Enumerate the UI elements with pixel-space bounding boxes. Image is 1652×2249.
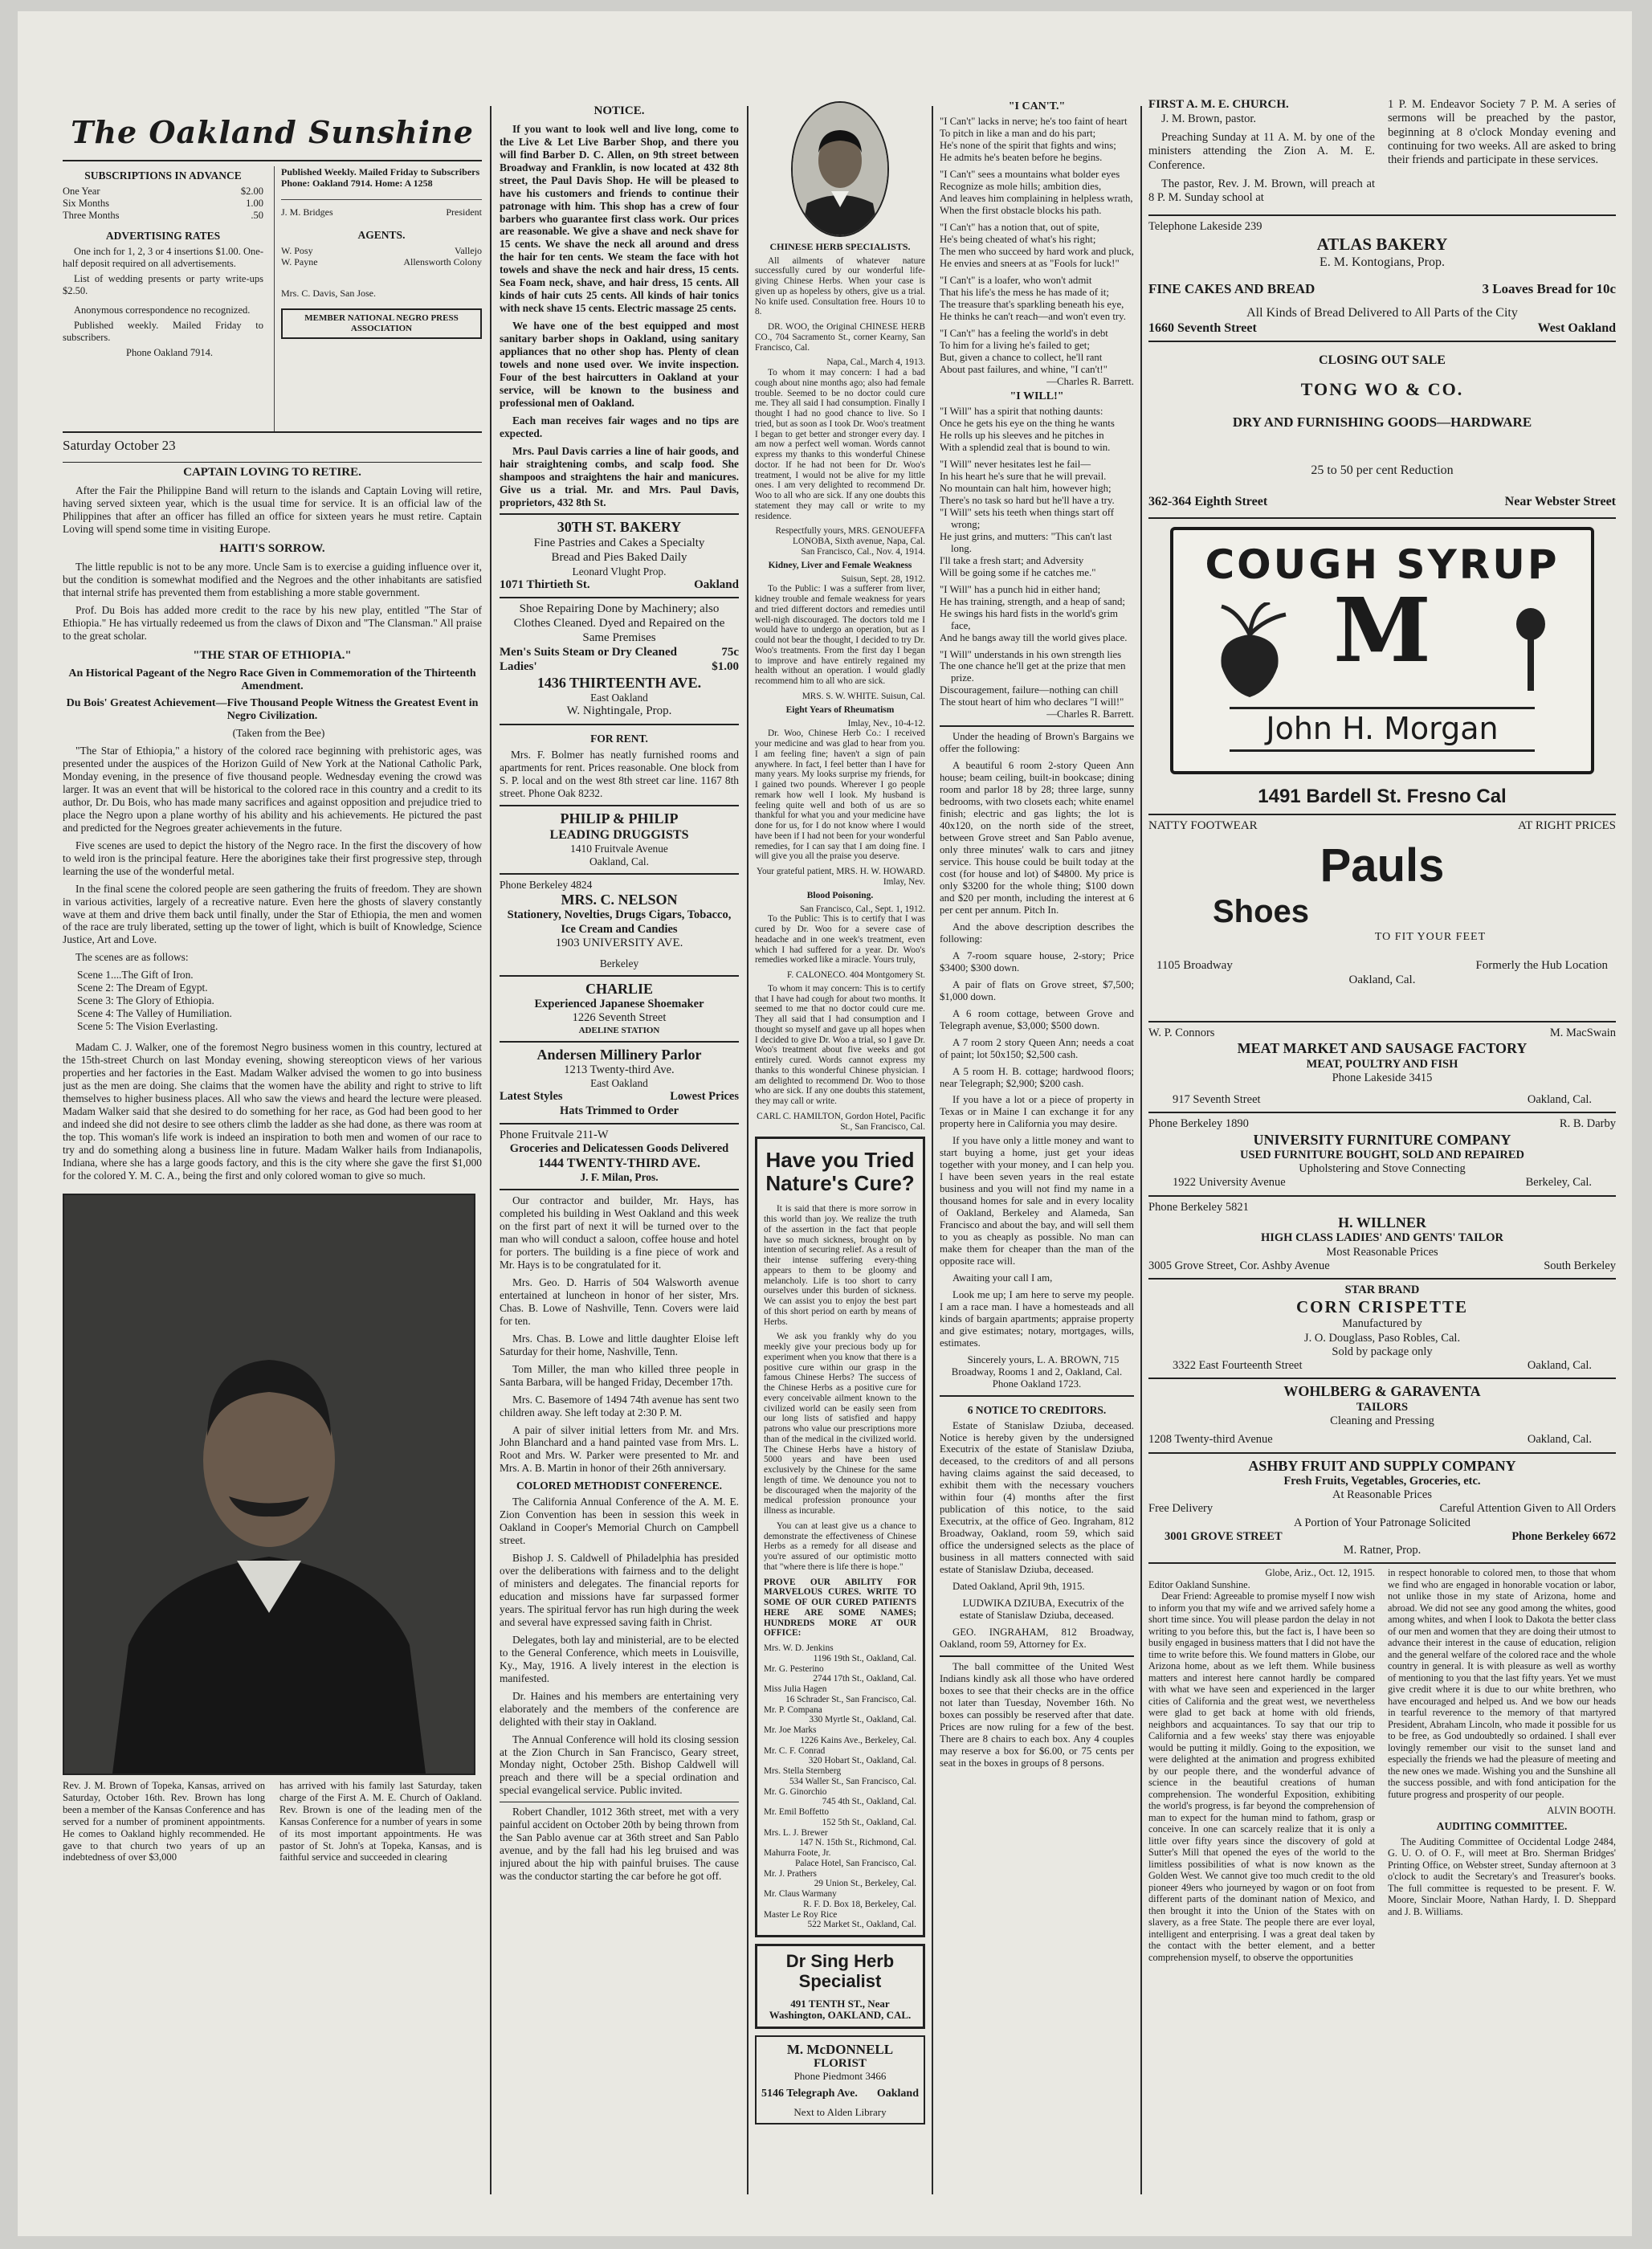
column-3: CHINESE HERB SPECIALISTS. All ailments of whatever nature successfully cured by our wonderful life-giving Chinese Herbs. When your case is given up as hopeless by others, give us a trial. No knife used. Consultation free. Hours 10 to 8. DR. WOO, the Original CHINESE HERB CO., 704 Sacramento St., corner Kearny, San Francisco, Cal. Napa, Cal., March 4, 1913. To whom it may concern: I had a bad cough about nine months ago; also had female trouble. Seemed to be no doctor could cure me. They all said I had consumption. Finally I thought I had no good chance to live. So I tried, but as soon as I took Dr. Woo's treatment I began to get better and stronger every day. I am now a perfect well woman. Words cannot express my thanks to this wonderful Chinese doctor. If he had not been for Dr. Woo's treatment, I would not be alive for my little ones. I am very delighted to recommend Dr. Woo to all who are sick. If any one doubts this statement they may call or write to my residence. Respectfully yours, MRS. GENOUEFFA LONOBA, Sixth avenue, Napa, Cal. San Francisco, Cal., Nov. 4, 1914. Kidney, Liver and Female Weakness Suisun, Sept. 28, 1912. To the Public: I was a sufferer from liver, kidney trouble and female weakness for years and tried different doctors and remedies until well-nigh discouraged. The doctors told me I would have to undergo an operation, but as I could not bear the thought, I decided to try Dr. Woo's treatments. From the first day I began to improve and have entirely regained my health without an operation. I would gladly recommend him to all who are sick. MRS. S. W. WHITE. Suisun, Cal. Eight Years of Rheumatism Imlay, Nev., 10-4-12. Dr. Woo, Chinese Herb Co.: I received your medicine and was glad to hear from you. I am feeling fine; haven't a sign of pain anywhere. In fact, I feel better than I have for many years. My looks surprise my friends, for I gained two pounds. Wherever I go people remark how well I look. My husband is feeling quite well and both of us are so thankful for what you and your medicine have done for us, for I do not know where I would have been if I had not been for your wonderful remedies, for I can say that I am doing fine. I will give you all the praise you deserve. Your grateful patient, MRS. H. W. HOWARD. Imlay, Nev. Blood Poisoning. San Francisco, Cal., Sept. 1, 1912. To the Public: This is to certify that I was cured by Dr. Woo for a severe case of headache and in one week's treatment, even which I had suffered for a year. Dr. Woo's remedies worked like a miracle. Yours truly, F. CALONECO. 404 Montgomery St. To whom it may concern: This is to certify that I have had cough for about two months. It seemed to me that no doctor could cure me. They all said that I had consumption and I thought so myself and gave up all hopes when I decided to give Dr. Woo a trial, so I gave Dr. Woo's treatment about five weeks and got entirely cured. Words cannot express my thanks to this wonderful Chinese physician. I am delighted to recommend Dr. Woo to those who are sick. If any one doubts this statement, they may call or write. CARL C. HAMILTON, Gordon Hotel, Pacific St., San Francisco, Cal. Have you Tried Nature's Cure? It is said that there is more sorrow in this world than joy. We realize the truth of the assertion in the fact that people have so much sickness, brought on by intention of securing relief. As a result of their intense suffering every-thing appears to them to be gloomy and melancholy. Life is too short to carry ourselves under this burden of sickness. We can assist you to enjoy the best part of this short period on earth by means of Herbs. We ask you frankly why do you meekly give your precious body up for experiment when you know that there is a positive cure within our grasp in the famous Chinese Herbs? The success of the Chinese Herbs as a positive cure for every conceivable ailment known to the civilized world can be easily seen from our long lists of satisfied and happy patrons who value our prescriptions more than of the medical in the civilized world. The Chinese Herbs have a history of 5000 years and have been used exclusively by the Chinese for the same length of time. We denounce you not to be discouraged when the majority of the medical profession pronounce your illness as incurable. You can at least give us a chance to demonstrate the effectiveness of Chinese Herbs as a remedy for all disease and you're assured of our optimistic motto that "where there is life there is hope." PROVE OUR ABILITY FOR MARVELOUS CURES. WRITE TO SOME OF OUR CURED PATIENTS HERE ARE SOME NAMES; HUNDREDS MORE AT OUR OFFICE: Mrs. W. D. Jenkins 1196 19th St., Oakland, Cal. Mr. G. Pesterino 2744 17th St., Oakland, Cal. Miss Julia Hagen 16 Schrader St., San Francisco, Cal. Mr. P. Compana 330 Myrtle St., Oakland, Cal. Mr. Joe Marks 1226 Kains Ave., Berkeley, Cal. Mr. C. F. Conrad 320 Hobart St., Oakland, Cal. Mrs. Stella Sternberg 534 Waller St., San Francisco, Cal. Mr. G. Ginorchio 745 4th St., Oakland, Cal. Mr. Emil Boffetto 152 5th St., Oakland, Cal. Mrs. L. J. Brewer 147 N. 15th St., Richmond, Cal. Mahurra Foote, Jr. Palace Hotel, San Francisco, Cal. Mr. J. Prathers 29 Union St., Berkeley, Cal. Mr. Claus Warmany R. F. D. Box 18, Berkeley, Cal. Master Le Roy Rice 522 Market St., Oakland, Cal. Dr Sing Herb Specialist 491 TENTH ST., Near Washington, OAKLAND, CAL. M. McDONNELL FLORIST Phone Piedmont 3466 5146 Telegraph Ave. Oakland Next to Alden Library <box>755 98 925 2227</box>
tailor-ad: Phone Berkeley 5821 H. WILLNER HIGH CLASS LADIES' AND GENTS' TAILOR Most Reasonable Prices 3005 Grove Street, Cor. Ashby Avenue South Berkeley <box>1148 1195 1616 1273</box>
portrait-photo-image <box>64 1195 474 1773</box>
poem-line: He just grins, and mutters: "This can't last long. <box>940 530 1112 554</box>
church-notice: FIRST A. M. E. CHURCH. J. M. Brown, pastor. Preaching Sunday at 11 A. M. by one of the ministers attending the Zion A. M. E. Conference. The pastor, Rev. J. M. Brown, will preach at 8 P. M. Sunday school at 1 P. M. Endeavor Society 7 P. M. A series of sermons will be preached by the pastor, beginning at 8 o'clock Monday evening and continuing for two weeks. All are asked to bring their friends and participate in these services. <box>1148 98 1616 205</box>
subscription-row: Three Months .50 <box>63 210 263 222</box>
article-text: Prof. Du Bois has added more credit to the race by his new play, entitled "The Star of Ethiopia." He has virtually redeemed us from the claws of Dixon and "The Clansman." All praise to the great scholar. <box>63 603 482 642</box>
poem-line: "I Can't" is a loafer, who won't admit <box>940 275 1092 286</box>
publisher-box <box>274 166 482 431</box>
patient-entry: Miss Julia Hagen 16 Schrader St., San Francisco, Cal. <box>764 1684 916 1704</box>
column-rule <box>1140 106 1142 2194</box>
article-text: After the Fair the Philippine Band will return to the islands and Captain Loving will retire, having served sixteen year, which is the usual time for service. It is an official law of the Philippines that after an officer has filled an office for sixteen years he must retire. Captain Loving will spend some time in visiting Europe. <box>63 484 482 536</box>
poem-line: He rolls up his sleeves and he pitches in <box>940 430 1104 442</box>
patient-entry: Mrs. Stella Sternberg 534 Waller St., San Francisco, Cal. <box>764 1766 916 1786</box>
patient-entry: Master Le Roy Rice 522 Market St., Oakland, Cal. <box>764 1909 916 1930</box>
poem-line: Will be going some if he catches me." <box>940 566 1096 578</box>
nelson-ad: Phone Berkeley 4824 MRS. C. NELSON Stationery, Novelties, Drugs Cigars, Tobacco, Ice Cream and Candies 1903 UNIVERSITY AVE. Berkeley <box>500 873 739 970</box>
scene-item: Scene 1....The Gift of Iron. <box>77 969 194 982</box>
subscription-row: Six Months 1.00 <box>63 198 263 210</box>
masthead-title: The Oakland Sunshine <box>71 114 474 150</box>
poem-line: "I Can't" has a notion that, out of spite, <box>940 222 1099 234</box>
poem-line: Recognize as mole hills; ambition dies, <box>940 181 1102 193</box>
patient-entry: Mr. G. Pesterino 2744 17th St., Oakland, Cal. <box>764 1663 916 1684</box>
source-note: (Taken from the Bee) <box>232 727 325 740</box>
article-text: DR. WOO, the Original CHINESE HERB CO., 704 Sacramento St., corner Kearny, San Francisco, Cal. <box>755 322 925 353</box>
pub-phones: Phone: Oakland 7914. Home: A 1258 <box>281 178 433 190</box>
creditors-notice: 6 NOTICE TO CREDITORS. Estate of Stanislaw Dziuba, deceased. Notice is hereby given by the undersigned Executrix of the estate of Stanislaw Dziuba, deceased, to the creditors of and all persons having claims against the said deceased, to exhibit them with the necessary vouchers within four (4) months after the first publication of this notice, to the said Executrix, at the office of Geo. Ingraham, 812 Broadway, Oakland, room 59, which said office the undersigned selects as the place of business in all matters connected with said estate of Stanislaw Dziuba, deceased. Dated Oakland, April 9th, 1915. LUDWIKA DZIUBA, Executrix of the estate of Stanislaw Dziuba, deceased. GEO. INGRAHAM, 812 Broadway, Oakland, room 59, Attorney for Ex. <box>940 1395 1134 1651</box>
for-rent-notice: FOR RENT. Mrs. F. Bolmer has neatly furnished rooms and apartments for rent. Prices reasonable. One block from S. P. local and on the west 8th street car line. 1167 8th street. Phone Oak 8232. <box>500 724 739 800</box>
headline: CHINESE HERB SPECIALISTS. <box>769 241 911 252</box>
column-2 <box>500 98 739 2227</box>
pauls-shoes-ad: NATTY FOOTWEAR AT RIGHT PRICES Pauls Shoes TO FIT YOUR FEET 1105 Broadway Formerly the Hub Location Oakland, Cal. <box>1148 814 1616 1016</box>
barber-notice: Each man receives fair wages and no tips are expected. <box>500 414 739 439</box>
letter-to-editor: Globe, Ariz., Oct. 12, 1915. Editor Oakland Sunshine. Dear Friend: Agreeable to promise myself I now wish to inform you that my wife and we arrived safely home a short time since. You will please pardon the delay in not writing to you before this, but the fact is, I have been so busily engaged in business matters that I did not have the time to write before this. We found matters in Globe, our Arizona home, about as we left them. While business matters and interest here cannot hardly be compared with what we have seen and experienced in the larger cities of California and the great west, we nevertheless were glad to get back at home with old friends, neighbors and acquaintances. To say that our trip to California and a few weeks' stay there was enjoyable would be putting it mildly. Going to the exposition, we were delighted at the animation and progress exhibited by our people there, and the wonderful advance of science in the beautiful creations of human comprehension. The wonderful Exposition, exhibiting the world's progress, is far beyond the comprehension of man to expect for the human mind to fathom, grasp or conceive. In one can scarcely realize that it is only a little over fifty years since the discovery of gold at Sutter's Mill that opened the eyes of the world to the limitless possibilities of what is now known as the Golden West. We cannot give too much credit to the old pioneer 49ers who journeyed by wagon or on foot from different parts of the dominant nation of Mexico, and then brought it into the Union of the States with on slavery, as a free State. The people there are ever loyal, intelligent and enterprising. I was a great deal taken by the contact with the better element, and a better comprehension myself, to observe the opportunities in respect honorable to colored men, to those that whom we find who are engaged in honorable vocation or labor, not unlike those in my state of Arizona, home and abroad. We did not see any good among the whites, good among whites, and when I look to Dakota the better class of our men and women that they are doing their utmost to advance their interest in the cause of education, religion and the general welfare of the colored race and the whole country in general. It is with pleasure as well as worthy of mentioning to you that the last fifty years. Yet we must give credit where it is due to our white brethren, who have encouraged and helped us. And we bow our heads in tearful reverence to the memory of that martyred President, Abraham Lincoln, who made it possible for us to be free, as God undoubtedly so ordained. I shall ever lovingly remember our visit to the sunset land and especially the friends we had the pleasure of meeting and the new ones we made. Wishing you and the Sunshine all the success possible, and with fond anticipation for the future progress and prosperity of our people. ALVIN BOOTH. AUDITING COMMITTEE. The Auditing Committee of Occidental Lodge 2484, G. U. O. of O. F., will meet at Bro. Sherman Bridges' Printing Office, on Webster street, Sunday afternoon at 3 o'clock to audit the Secretary's and Treasurer's books. The full committee is requested to be present. F. W. Moore, Sinclair Moore, Nathan Hardy, I. D. Sheppard and J. B. Williams. <box>1148 1562 1616 1968</box>
agent-row: W. Posy Vallejo <box>281 245 482 257</box>
scene-item: Scene 5: The Vision Everlasting. <box>77 1020 218 1033</box>
ad-rate-text: One inch for 1, 2, 3 or 4 insertions $1.00. One-half deposit required on all advertisements. <box>63 245 263 269</box>
ball-notice: The ball committee of the United West Indians kindly ask all those who have ordered boxes to see that their checks are in the office not later than Tuesday, November 16th. No boxes can possibly be reserved after that date. Prices are now ruling for a few of the best. There are 8 chairs to each box. Any 4 couples may reserve a box for $6.00, or 75 cents per seat in the boxes in groups of 8 persons. <box>940 1655 1134 1769</box>
poem-line: He admits he's beaten before he begins. <box>940 152 1103 164</box>
herb-specialist-ad: Dr Sing Herb Specialist 491 TENTH ST., Near Washington, OAKLAND, CAL. <box>755 1944 925 2029</box>
poem-line: And leaves him complaining in helpless wrath, <box>940 193 1133 205</box>
article-text: All ailments of whatever nature successfully cured by our wonderful life-giving Chinese Herbs. When your case is given up as hopeless by others, give us a trial. No knife used. Consultation free. Hours 10 to 8. <box>755 255 925 317</box>
poem-line: He swings his hard fists in the world's grim face, <box>940 607 1118 631</box>
atlas-bakery-ad: Telephone Lakeside 239 ATLAS BAKERY E. M. Kontogians, Prop. FINE CAKES AND BREAD 3 Loaves Bread for 10c All Kinds of Bread Delivered to All Parts of the City 1660 Seventh Street West Oakland <box>1148 214 1616 336</box>
column-rule <box>747 106 748 2194</box>
poem-line: He's being cheated of what's his right; <box>940 234 1096 246</box>
patient-entry: Mr. Joe Marks 1226 Kains Ave., Berkeley, Cal. <box>764 1725 916 1745</box>
testimonial: To the Public: This is to certify that I was cured by Dr. Woo for a severe case of headache and in one week's treatment, even which I had suffered for a year. Dr. Woo's remedies worked like a miracle. Yours truly, <box>755 914 925 965</box>
article-text: "The Star of Ethiopia," a history of the colored race beginning with prehistoric ages, was presented under the auspices of the Horizon Guild of New York at the National Catholic Park, Monday evening, in the presence of five thousand people. Wednesday evening the crowd was larger. It was an event that will be historical to the colored race in this country and a credit to its author, Dr. Du Bois, who has made many sacrifices and against opposition and prejudice tried to place the Negro upon a plane worthy of his ability and his achievements. He pictured the past and predicted for the Negroes greater achievements in the future. <box>63 745 482 834</box>
patient-entry: Mrs. L. J. Brewer 147 N. 15th St., Richmond, Cal. <box>764 1827 916 1848</box>
patient-entry: Mr. Claus Warmany R. F. D. Box 18, Berkeley, Cal. <box>764 1889 916 1909</box>
poem-line: No mountain can halt him, however high; <box>940 482 1112 494</box>
poem-signature: —Charles R. Barrett. <box>1046 375 1134 387</box>
ad-rate-text: Phone Oakland 7914. <box>126 347 213 359</box>
patient-entry: Mrs. W. D. Jenkins 1196 19th St., Oakland, Cal. <box>764 1643 916 1663</box>
shoe-repair-ad: Shoe Repairing Done by Machinery; also Clothes Cleaned. Dyed and Repaired on the Same Premises Men's Suits Steam or Dry Cleaned 75c Ladies' $1.00 1436 THIRTEENTH AVE. East Oakland W. Nightingale, Prop. <box>500 597 739 718</box>
agent-row: Mrs. C. Davis, San Jose. <box>281 287 377 299</box>
shoemaker-ad: CHARLIE Experienced Japanese Shoemaker 1226 Seventh Street ADELINE STATION <box>500 975 739 1036</box>
ad-rate-text: List of wedding presents or party write-ups $2.50. <box>63 272 263 296</box>
patient-entry: Mr. P. Compana 330 Myrtle St., Oakland, Cal. <box>764 1704 916 1725</box>
article-text: The little republic is not to be any more. Uncle Sam is to exercise a guiding influence over it, but the condition is somewhat modified and the Negroes and the other inhabitants are satisfied that internal strife has prevented them from establishing a more stable government. <box>63 560 482 598</box>
poem-line: "I Will" never hesitates lest he fail— <box>940 458 1091 470</box>
local-news: Our contractor and builder, Mr. Hays, has completed his building in West Oakland and this week on the first part of next it will be turned over to the man who will conduct a saloon, coffee house and hotel for porters. The building is a fine piece of work and Mr. Hays is to be congratulated for it. Mrs. Geo. D. Harris of 504 Walsworth avenue entertained at luncheon in honor of her sister, Mrs. Chas. B. Lowe of Nashville, Tenn. Covers were laid for ten. Mrs. Chas. B. Lowe and little daughter Eloise left Saturday for their home, Nashville, Tenn. Tom Miller, the man who killed three people in Santa Barbara, will be hanged Friday, December 17th. Mrs. C. Basemore of 1494 74th avenue has sent two children away. She left today at 2:30 P. M. A pair of silver initial letters from Mr. and Mrs. John Blanchard and a hand painted vase from Mrs. L. Root and Mrs. W. Parker were presented to Mr. and Mrs. A. B. Martin in honor of their 26th anniversary. COLORED METHODIST CONFERENCE. The California Annual Conference of the A. M. E. Zion Convention has been in session this week in Oakland in Cooper's Memorial Church on Campbell street. Bishop J. S. Caldwell of Philadelphia has presided over the deliberations with fairness and to the delight of ministers and delegates. The financial reports for education and missions have far surpassed former years. The spiritual fervor has run high during the week and several have expressed saving faith in Christ. Delegates, both lay and ministerial, are to be elected to the General Conference, which meets in Louisville, Ky., May, 1916. A lively interest in the election is manifested. Dr. Haines and his members are entertaining very elaborately and the members of the conference are delighted with their stay in Oakland. The Annual Conference will hold its closing session at the Zion Church in San Francisco, Geary street, Monday night, October 25th. Bishop Caldwell will preach and there will be a special ordination and special evangelical service. Public invited. Robert Chandler, 1012 36th street, met with a very painful accident on October 20th by being thrown from the San Pablo avenue car at 36th street and San Pablo avenue, and by the fall had his leg bruised and was injured about the hip with painful bruises. The cause was the conductor starting the car before he got off. <box>500 1189 739 1883</box>
testimonial: Dr. Woo, Chinese Herb Co.: I received your medicine and was glad to hear from you. I am feeling fine; haven't a sign of pain anywhere. In fact, I feel better than I have for many years. My looks surprise my friends, for I gained two pounds. Wherever I go people remark how well I look. My husband is feeling quite well and both of us are so thankful for what you and your medicine have done for us, for I do not know where I would have been if I had not been for your wonderful remedies, for I can say that I am doing fine. I will give you all the praise you deserve. <box>755 729 925 862</box>
column-5 <box>1148 98 1616 2227</box>
poem-line: "I Will" has a spirit that nothing daunts: <box>940 406 1103 418</box>
syrup-title: COUGH SYRUP <box>1205 541 1560 589</box>
patient-list <box>764 1643 916 1930</box>
portrait-photo <box>63 1194 475 1775</box>
testimonial: To the Public: I was a sufferer from liver, kidney trouble and female weakness for years and tried different doctors and remedies until well-nigh discouraged. The doctors told me I would have to undergo an operation, but as I could not bear the thought, I decided to try Dr. Woo's treatments. From the first day I began to improve and have entirely regained my health without an operation. I would gladly recommend him to all who are sick. <box>755 584 925 687</box>
poem-line: About past failures, and whine, "I can't!" <box>940 363 1107 375</box>
newspaper-page <box>18 11 1632 2236</box>
cough-syrup-ad <box>1148 517 1616 809</box>
barber-notice: If you want to look well and live long, come to the Live & Let Live Barber Shop, and there you will find Barber D. C. Allen, on 9th street between Broadway and Franklin, is now located at 432 8th street, the Paul Davis Shop. He will be pleased to have his customers and friends to continue their patronage with him. This shop has a crew of four barbers who guarantee first class work. Our prices are reasonable. We give a shave and neck shave for 15 cents. We shave the neck all around and dress the hair for ten cents. We steam the face with hot towels and shave the neck and hair dress, 15 cents. Sea Foam neck, shave, and hair dress, 15 cents. All kinds of hair cuts 25 cents. All kinds of hair tonics with neck shave 15 cents. Electric massage 25 cents. <box>500 122 739 315</box>
scene-item: Scene 3: The Glory of Ethiopia. <box>77 994 214 1007</box>
article-text: Madam C. J. Walker, one of the foremost Negro business women in this country, lectured at the 15th-street Church on last Monday evening, showing stereopticon views of her various properties and her factories in the East. Madam Walker advised the women to go into business just as the men are doing. She claims that the women have the ability and right to strive to lift themselves to higher business places. All who saw the views and heard the lecture were pleased. Madam Walker said that she desired to do something for her race, as God had been good to her and indeed she did not desire to see others climb the ladder as she had done, as there was room at the top. This woman's life work is indeed an inspiration to both men and women of our race to try and do something along a business line in future. Madam Walker hails from Indianapolis, Indiana, where she has a large goods factory, and this is the city where she gave the first $1,000 for the colored Y. M. C. A., being the first and only colored woman to give so much. <box>63 1041 482 1182</box>
headline: "THE STAR OF ETHIOPIA." <box>193 648 352 662</box>
furniture-ad: Phone Berkeley 1890 R. B. Darby UNIVERSITY FURNITURE COMPANY USED FURNITURE BOUGHT, SOLD AND REPAIRED Upholstering and Stove Connecting 1922 University Avenue Berkeley, Cal. <box>1148 1112 1616 1190</box>
poem-signature: —Charles R. Barrett. <box>1046 708 1134 720</box>
poem-i-cant <box>940 116 1134 375</box>
headline: HAITI'S SORROW. <box>219 542 325 556</box>
poem-line: In his heart he's sure that he will prevail. <box>940 470 1107 482</box>
dr-woo-portrait-image <box>793 103 887 235</box>
subheadline: An Historical Pageant of the Negro Race Given in Commemoration of the Thirteenth Amendment. <box>68 667 476 693</box>
poem-line: The stout heart of him who declares "I will!" <box>940 696 1124 708</box>
poem-line: Once he gets his eye on the thing he wants <box>940 418 1115 430</box>
poem-line: With a splendid zeal that is bound to win. <box>940 442 1111 453</box>
press-member-badge: MEMBER NATIONAL NEGRO PRESS ASSOCIATION <box>281 308 482 339</box>
poem-i-will <box>940 406 1134 708</box>
millinery-ad: Andersen Millinery Parlor 1213 Twenty-third Ave. East Oakland Latest Styles Lowest Prices Hats Trimmed to Order <box>500 1041 739 1118</box>
poem-line: That his life's the mess he has made of it; <box>940 286 1109 298</box>
testimonial: To whom it may concern: I had a bad cough about nine months ago; also had female trouble. Seemed to be no doctor could cure me. They all said I had consumption. Finally I thought I had no good chance to live. So I tried, but as soon as I took Dr. Woo's treatment I began to get better and stronger every day. I am now a perfect well woman. Words cannot express my thanks to this wonderful Chinese doctor. If he had not been for Dr. Woo's treatment, I would not be alive for my little ones. I am very delighted to recommend Dr. Woo to all who are sick. If any one doubts this statement they may call or write to my residence. <box>755 368 925 521</box>
poem-line: But, given a chance to collect, he'll rant <box>940 351 1103 363</box>
poem-line: I'll take a fresh start; and Adversity <box>940 554 1084 566</box>
poem-line: He envies and sneers at as "Fools for luck!" <box>940 258 1120 270</box>
poem-line: And he bangs away till the world gives place. <box>940 631 1128 643</box>
column-rule <box>932 106 933 2194</box>
scene-item: Scene 4: The Valley of Humiliation. <box>77 1007 232 1020</box>
florist-ad: M. McDONNELL FLORIST Phone Piedmont 3466 5146 Telegraph Ave. Oakland Next to Alden Library <box>755 2035 925 2125</box>
poem-line: To him for a living he's failed to get; <box>940 339 1090 351</box>
dateline: Saturday October 23 <box>63 431 482 455</box>
poem-line: "I Will" understands in his own strength lies <box>940 648 1122 660</box>
scene-item: Scene 2: The Dream of Egypt. <box>77 982 208 994</box>
barber-notice: We have one of the best equipped and most sanitary barber shops in Oakland, using sanitary appliances that no other shop has. Plenty of clean towels and none used over. We invite inspection. Four of the best haircutters in Oakland at your service, will be known to the business and professional men of Oakland. <box>500 320 739 409</box>
poem-line: "I Will" sets his teeth when things start off wrong; <box>940 506 1115 530</box>
poem-line: The one chance he'll get at the prize that men prize. <box>940 660 1126 684</box>
agents-heading: AGENTS. <box>357 229 406 242</box>
subscriptions-heading: SUBSCRIPTIONS IN ADVANCE <box>84 169 242 182</box>
headline: CAPTAIN LOVING TO RETIRE. <box>63 462 482 480</box>
headline: COLORED METHODIST CONFERENCE. <box>516 1480 722 1492</box>
editor-line: J. M. Bridges President <box>281 199 482 218</box>
poem-line: Discouragement, failure—nothing can chill <box>940 684 1119 696</box>
subscription-row: One Year $2.00 <box>63 186 263 198</box>
patient-entry: Mr. G. Ginorchio 745 4th St., Oakland, Cal. <box>764 1786 916 1807</box>
ad-rate-text: Published weekly. Mailed Friday to subscribers. <box>63 320 263 344</box>
poem-line: "I Can't" has a feeling the world's in debt <box>940 327 1108 339</box>
poem-line: The treasure that's sparkling beneath his eye, <box>940 298 1124 310</box>
column-4 <box>940 98 1134 2227</box>
poem-line: He thinks he can't reach—and won't even try. <box>940 310 1126 322</box>
column-rule <box>490 106 492 2194</box>
patient-entry: Mahurra Foote, Jr. Palace Hotel, San Francisco, Cal. <box>764 1848 916 1868</box>
syrup-maker: John H. Morgan <box>1230 707 1535 751</box>
photo-caption: Rev. J. M. Brown of Topeka, Kansas, arrived on Saturday, October 16th. Rev. Brown has long been a member of the Kansas Conference and has served for a number of prominent appointments. He comes to Oakland highly recommended. He gave to that church two years of up an indebtedness of over $3,000 has arrived with his family last Saturday, taken charge of the First A. M. E. Church of Oakland. Rev. Brown is one of the leading men of the Kansas Conference for a number of years in some of its most important appointments. He was pastor of St. John's at Topeka, Kansas, and is faithful service and succeeded in clearing <box>63 1779 482 1863</box>
poem-title: "I CAN'T." <box>1008 100 1066 112</box>
syrup-address: 1491 Bardell St. Fresno Cal <box>1258 786 1507 808</box>
patient-entry: Mr. Emil Boffetto 152 5th St., Oakland, Cal. <box>764 1807 916 1827</box>
poem-line: To pitch in like a man and do his part; <box>940 128 1096 140</box>
article-text: Five scenes are used to depict the history of the Negro race. In the first the discovery of how to weld iron is the principal feature. Here the aborigines take their first progressive step, through learning the use of the wonderful metal. <box>63 839 482 877</box>
article-text: In the final scene the colored people are seen gathering the fruits of freedom. They are shown in various activities, largely of a recreative nature. Even here the ghosts of slavery constantly wave at them and drive them back until finally, under the Star of Ethiopia, the men and women of the race are truly liberated, setting up the tower of light, which is built of Knowledge, Science Justice, Art and Love. <box>63 882 482 946</box>
patient-entry: Mr. C. F. Conrad 320 Hobart St., Oakland, Cal. <box>764 1745 916 1766</box>
column-1 <box>63 98 482 2227</box>
syrup-letter: M <box>1333 578 1431 683</box>
poem-line: "I Can't" sees a mountains what bolder eyes <box>940 169 1120 181</box>
wohlberg-ad: WOHLBERG & GARAVENTA TAILORS Cleaning and Pressing 1208 Twenty-third Avenue Oakland, Cal. <box>1148 1378 1616 1447</box>
poem-title: "I WILL!" <box>1010 390 1064 402</box>
testimonial: To whom it may concern: This is to certify that I have had cough for about two months. It seemed to me that no doctor could cure me. They all said that I had consumption and I thought so myself and gave up all hopes when I decided to give Dr. Woo a trial, so I gave Dr. Woo's treatment about five weeks and got entirely cured. Words cannot express my thanks to this wonderful Chinese physician. I am delighted to recommend Dr. Woo to those who are sick. If any one doubts this statement, they may call or write. <box>755 983 925 1106</box>
headline: NOTICE. <box>593 104 645 117</box>
tong-wo-ad: CLOSING OUT SALE TONG WO & CO. DRY AND FURNISHING GOODS—HARDWARE 25 to 50 per cent Reduction 362-364 Eighth Street Near Webster Street <box>1148 341 1616 509</box>
grocery-ad: Phone Fruitvale 211-W Groceries and Delicatessen Goods Delivered 1444 TWENTY-THIRD AVE. J. F. Milan, Pros. <box>500 1123 739 1184</box>
poem-line: When the first obstacle blocks his path. <box>940 205 1102 217</box>
barber-notice: Mrs. Paul Davis carries a line of hair goods, and hair straightening combs, and scalp food. She shampoos and straightens the hair and manicures. Give us a trial. Mr. and Mrs. Paul Davis, proprietors, 432 8th St. <box>500 444 739 508</box>
article-text: The scenes are as follows: <box>75 951 189 964</box>
poem-line: The men who succeed by hard work and pluck, <box>940 246 1134 258</box>
meat-market-ad: W. P. Connors M. MacSwain MEAT MARKET AND SAUSAGE FACTORY MEAT, POULTRY AND FISH Phone Lakeside 3415 917 Seventh Street Oakland, Cal. <box>1148 1021 1616 1107</box>
natures-cure-ad: Have you Tried Nature's Cure? It is said that there is more sorrow in this world than joy. We realize the truth of the assertion in the fact that people have so much sickness, brought on by intention of securing relief. As a result of their intense suffering every-thing appears to them to be gloomy and melancholy. Life is too short to carry ourselves under this burden of sickness. We can assist you to enjoy the best part of this short period on earth by means of Herbs. We ask you frankly why do you meekly give your precious body up for experiment when you know that there is a positive cure within our grasp in the famous Chinese Herbs? The success of the Chinese Herbs as a positive cure for every conceivable ailment known to the civilized world can be easily seen from our long lists of satisfied and happy patrons who value our prescriptions more than of the medical in the civilized world. The Chinese Herbs have a history of 5000 years and have been used exclusively by the Chinese for the same length of time. We denounce you not to be discouraged when the majority of the medical profession pronounce your illness as incurable. You can at least give us a chance to demonstrate the effectiveness of Chinese Herbs as a remedy for all disease and you're assured of our optimistic motto that "where there is life there is hope." PROVE OUR ABILITY FOR MARVELOUS CURES. WRITE TO SOME OF OUR CURED PATIENTS HERE ARE SOME NAMES; HUNDREDS MORE AT OUR OFFICE: Mrs. W. D. Jenkins 1196 19th St., Oakland, Cal. Mr. G. Pesterino 2744 17th St., Oakland, Cal. Miss Julia Hagen 16 Schrader St., San Francisco, Cal. Mr. P. Compana 330 Myrtle St., Oakland, Cal. Mr. Joe Marks 1226 Kains Ave., Berkeley, Cal. Mr. C. F. Conrad 320 Hobart St., Oakland, Cal. Mrs. Stella Sternberg 534 Waller St., San Francisco, Cal. Mr. G. Ginorchio 745 4th St., Oakland, Cal. Mr. Emil Boffetto 152 5th St., Oakland, Cal. Mrs. L. J. Brewer 147 N. 15th St., Richmond, Cal. Mahurra Foote, Jr. Palace Hotel, San Francisco, Cal. Mr. J. Prathers 29 Union St., Berkeley, Cal. Mr. Claus Warmany R. F. D. Box 18, Berkeley, Cal. Master Le Roy Rice 522 Market St., Oakland, Cal. <box>755 1137 925 1937</box>
advertising-heading: ADVERTISING RATES <box>105 229 221 242</box>
rates-box <box>63 166 263 431</box>
ashby-ad: ASHBY FRUIT AND SUPPLY COMPANY Fresh Fruits, Vegetables, Groceries, etc. At Reasonable Prices Free Delivery Careful Attention Given to All Orders A Portion of Your Patronage Solicited 3001 GROVE STREET Phone Berkeley 6672 M. Ratner, Prop. <box>1148 1452 1616 1558</box>
druggist-ad: PHILIP & PHILIP LEADING DRUGGISTS 1410 Fruitvale Avenue Oakland, Cal. <box>500 805 739 868</box>
poem-line: "I Will" has a punch hid in either hand; <box>940 583 1101 595</box>
poem-line: He's none of the spirit that fights and wins; <box>940 140 1116 152</box>
dr-woo-portrait <box>791 101 889 237</box>
patient-entry: Mr. J. Prathers 29 Union St., Berkeley, Cal. <box>764 1868 916 1889</box>
corn-crispette-ad: STAR BRAND CORN CRISPETTE Manufactured by J. O. Douglass, Paso Robles, Cal. Sold by package only 3322 East Fourteenth Street Oakland, Cal. <box>1148 1278 1616 1373</box>
poem-line: "I Can't" lacks in nerve; he's too faint of heart <box>940 116 1128 128</box>
agent-row: W. Payne Allensworth Colony <box>281 256 482 268</box>
poem-line: There's no task so hard but he'll have a try. <box>940 494 1115 506</box>
masthead-info <box>63 160 482 431</box>
real-estate-ad: Under the heading of Brown's Bargains we offer the following: A beautiful 6 room 2-story Queen Ann house; beam ceiling, built-in bookcase; dining room and parlor 18 by 28; three large, sunny bedrooms, with two closets each; white enamel finish; electric and gas lights; the lot is 40x120, on the north side of the street, between Grove street and San Pablo avenue, only three minutes' walk to cars and jitney service. This house could be built today at the cost (for house and lot) of $4800. My price is only $3200 for the whole thing; $100 down and $20 per month, including the interest at 6 per cent per annum. Pitch In. And the above description describes the following: A 7-room square house, 2-story; Price $3400; $300 down. A pair of flats on Grove street, $7,500; $1,000 down. A 6 room cottage, between Grove and Telegraph avenue, $3,000; $500 down. A 7 room 2 story Queen Ann; needs a coat of paint; lot 50x150; $2,500 cash. A 5 room H. B. cottage; hardwood floors; near Telegraph; $2,900; $200 cash. If you have a lot or a piece of property in Texas or in Maine I can exchange it for any property here in California you may desire. If you have only a little money and want to start buying a home, just get your ideas together with your money, and I can help you. I have been seven years in the real estate business and you will not find my name in a thousand homes for sale and in every locality of Oakland, Berkeley and Alameda, San Francisco and about the bay, and will sell them to you as cheaply as possible. No man can make them for cheaper than the man of the opposite race will. Awaiting your call I am, Look me up; I am here to serve my people. I am a race man. I have a homesteads and all kinds of bargain apartments; appraise property and give estimates; notary, mortgages, wills, estimates. Sincerely yours, L. A. BROWN, 715 Broadway, Rooms 1 and 2, Oakland, Cal. Phone Oakland 1723. <box>940 725 1134 1390</box>
poem-line: He has training, strength, and a heap of sand; <box>940 595 1125 607</box>
pub-line: Published Weekly. Mailed Friday to Subscribers <box>281 166 480 178</box>
ad-rate-text: Anonymous correspondence no recognized. <box>74 304 251 316</box>
bakery-ad: 30TH ST. BAKERY Fine Pastries and Cakes a Specialty Bread and Pies Baked Daily Leonard Vlught Prop. 1071 Thirtieth St. Oakland <box>500 513 739 592</box>
spoon-icon <box>1503 606 1559 695</box>
subheadline: Du Bois' Greatest Achievement—Five Thousand People Witness the Greatest Event in Negro Civilization. <box>66 696 479 723</box>
